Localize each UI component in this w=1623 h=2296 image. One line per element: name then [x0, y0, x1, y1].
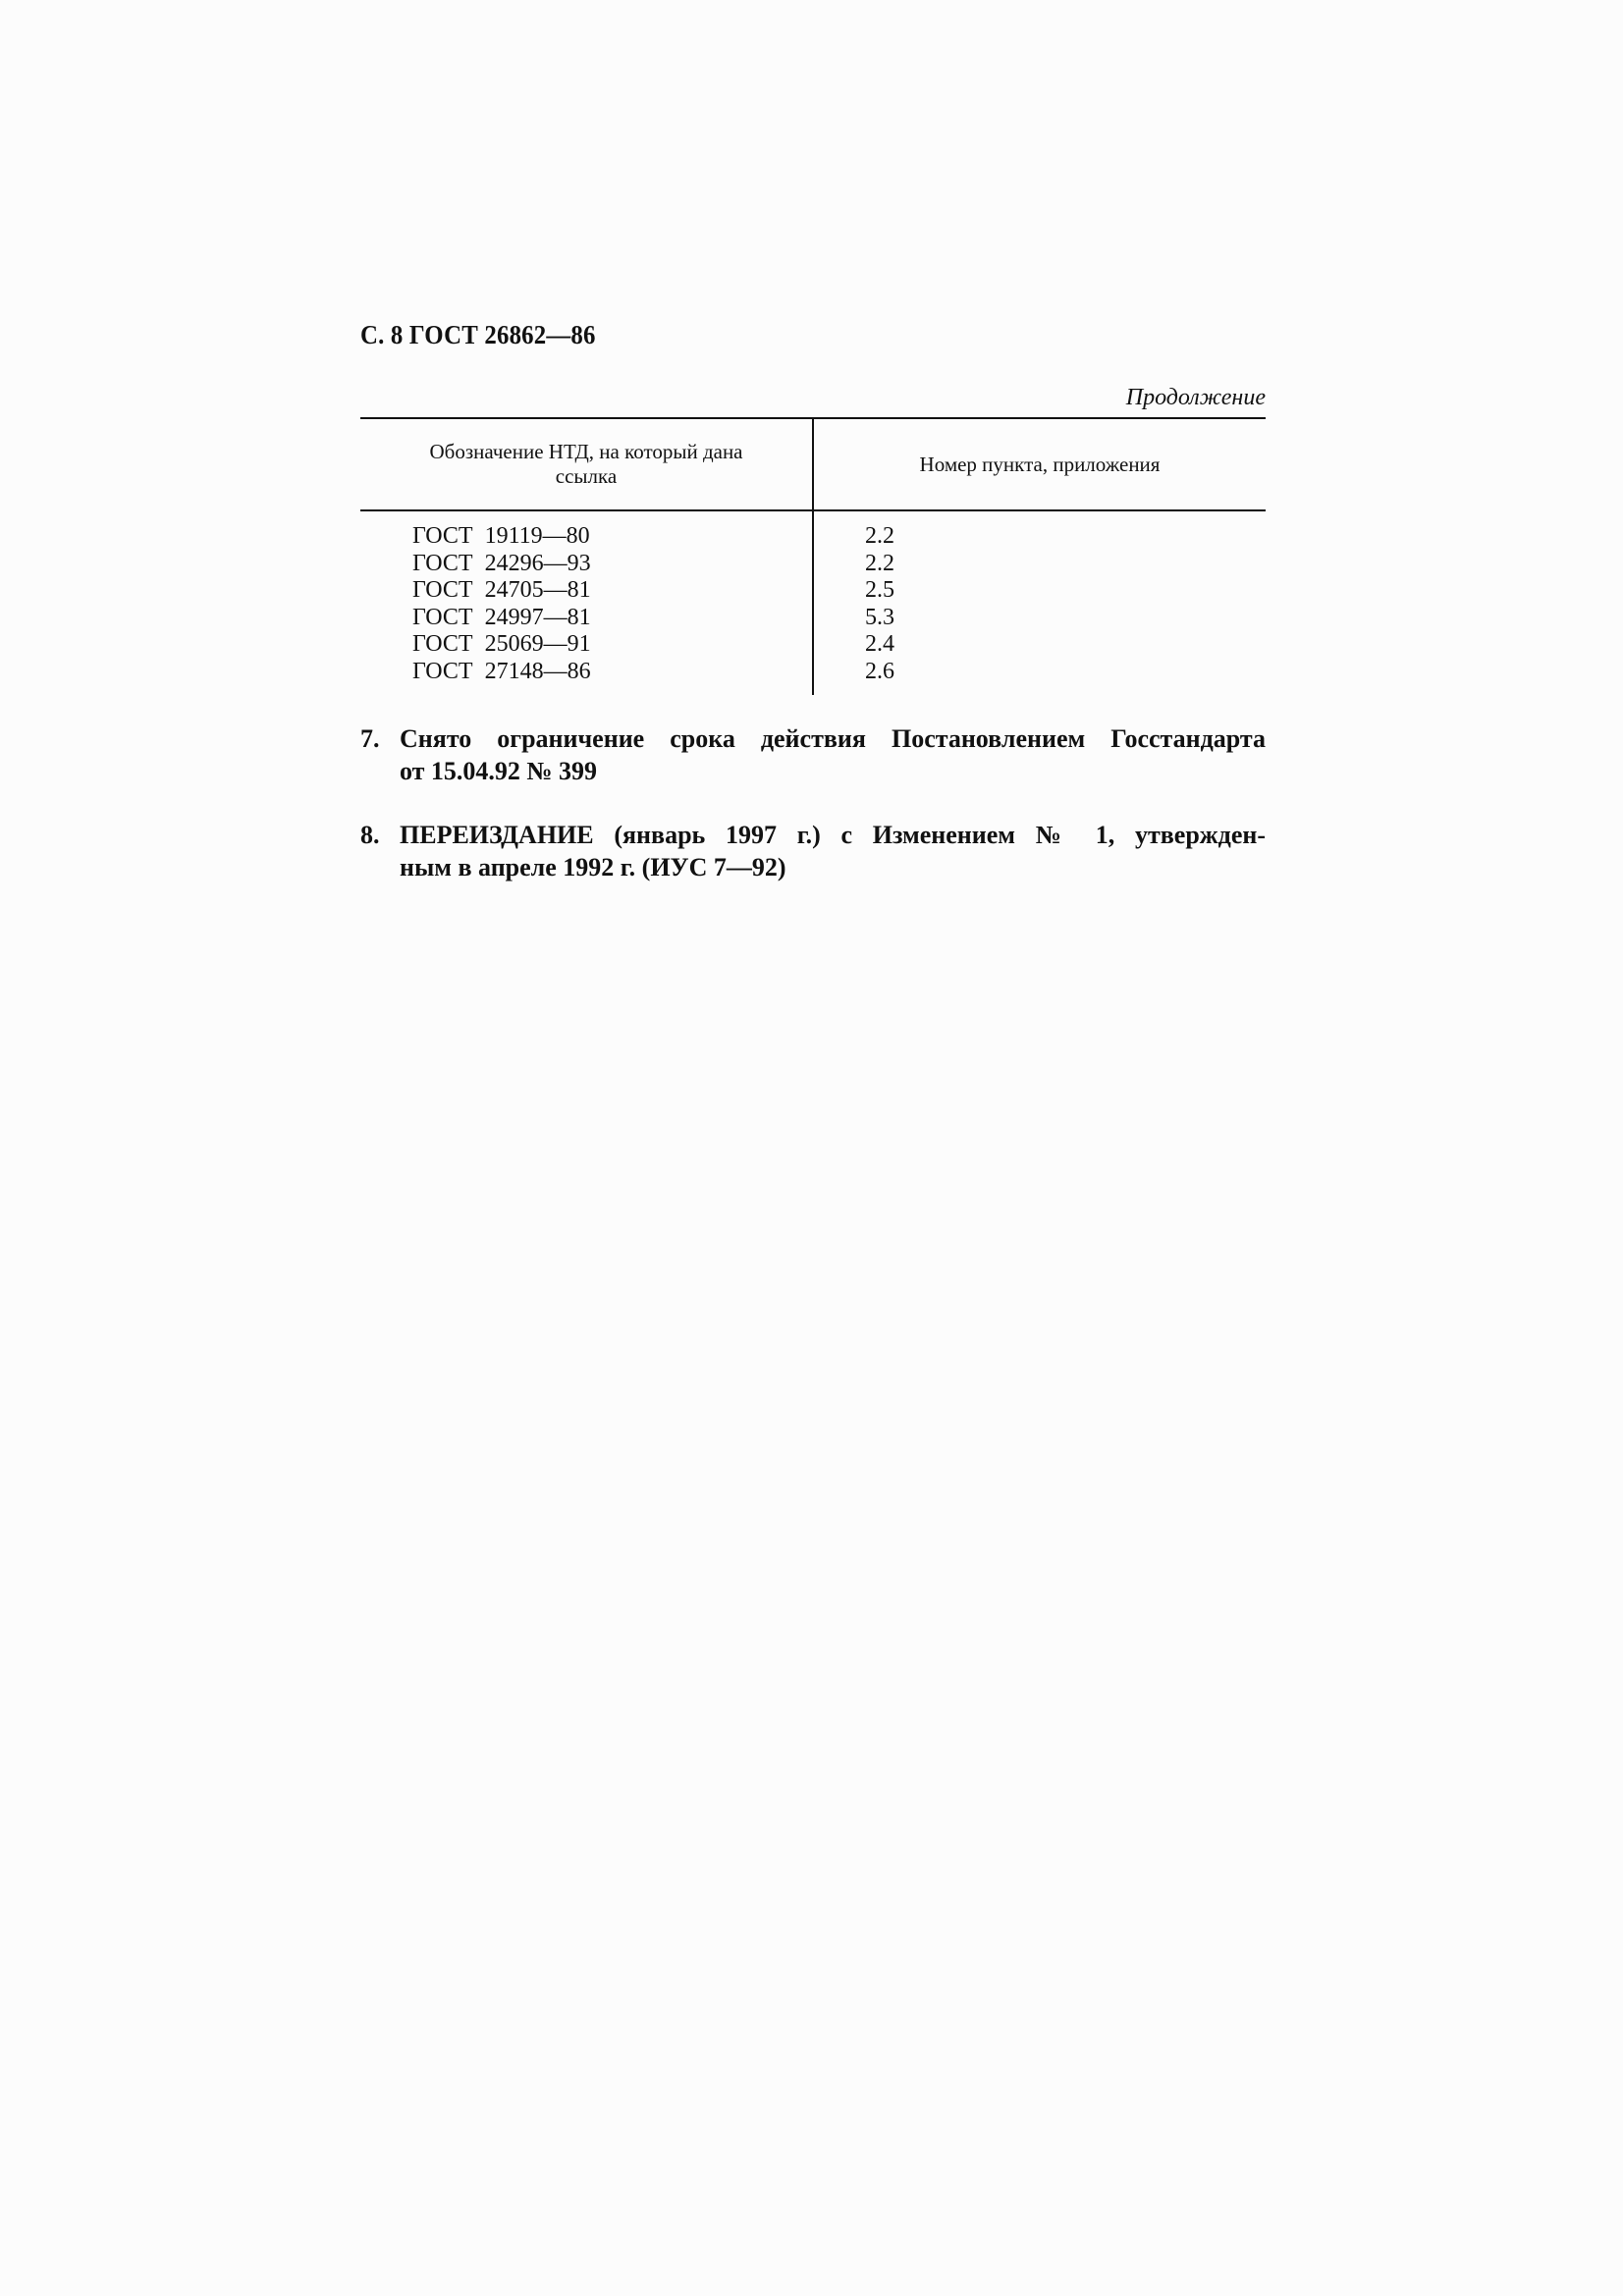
- clause-cell: 2.4: [865, 631, 894, 657]
- note-line: ным в апреле 1992 г. (ИУС 7—92): [400, 853, 786, 881]
- note-number: 7.: [360, 724, 380, 753]
- designation-cell: ГОСТ 24296—93: [412, 550, 591, 576]
- designation-cell: ГОСТ 24997—81: [412, 604, 591, 630]
- designation-cell: ГОСТ 24705—81: [412, 577, 591, 603]
- designation-cell: ГОСТ 19119—80: [412, 523, 590, 549]
- table-row: [360, 577, 1266, 605]
- table-row: [360, 551, 1266, 578]
- continuation-label: Продолжение: [1125, 385, 1266, 410]
- note-text: [400, 722, 1266, 787]
- page-header: С. 8 ГОСТ 26862—86: [360, 320, 596, 349]
- column-header-designation-label: Обозначение НТД, на который дана ссылка: [429, 440, 743, 488]
- note-line: Снято ограничение срока действия Постановлением Госстандарта: [400, 724, 1266, 753]
- note-text: [400, 819, 1266, 883]
- table-row: [360, 605, 1266, 632]
- clause-cell: 5.3: [865, 604, 894, 630]
- column-header-clause: [814, 419, 1266, 509]
- designation-cell: ГОСТ 25069—91: [412, 631, 591, 657]
- column-header-clause-label: Номер пункта, приложения: [919, 452, 1161, 476]
- table-row: [360, 523, 1266, 551]
- clause-cell: 2.5: [865, 577, 894, 603]
- note-line: от 15.04.92 № 399: [400, 757, 598, 785]
- table-body: [360, 523, 1266, 685]
- column-header-designation: [360, 419, 812, 509]
- note-item-7: [360, 722, 1266, 787]
- designation-cell: ГОСТ 27148—86: [412, 658, 591, 684]
- table-row: [360, 631, 1266, 659]
- table-row: [360, 659, 1266, 686]
- note-number: 8.: [360, 821, 380, 849]
- clause-cell: 2.2: [865, 550, 894, 576]
- note-line: ПЕРЕИЗДАНИЕ (январь 1997 г.) с Изменением № 1, утвержден-: [400, 821, 1266, 849]
- clause-cell: 2.6: [865, 658, 894, 684]
- clause-cell: 2.2: [865, 523, 894, 549]
- note-item-8: [360, 819, 1266, 883]
